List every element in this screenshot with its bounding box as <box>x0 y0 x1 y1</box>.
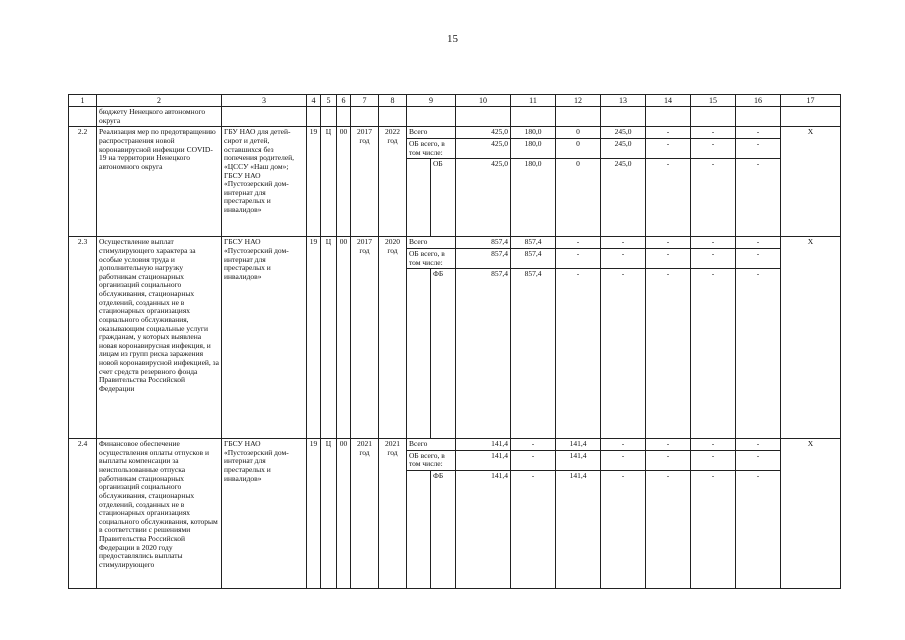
header-cell: 12 <box>556 95 601 107</box>
carry-cell <box>511 107 556 127</box>
header-cell: 14 <box>646 95 691 107</box>
source-indent <box>407 159 431 237</box>
code-cell: Ц <box>321 237 337 439</box>
executor-name: ГБУ НАО для детей-сирот и детей, оставшихся без попечения родителей, «ЦССУ «Наш дом»; ГБСУ НАО «Пустозерский дом-интернат для престарелых и инвалидов» <box>222 127 307 237</box>
value-cell: - <box>601 439 646 451</box>
header-cell: 11 <box>511 95 556 107</box>
header-cell: 3 <box>222 95 307 107</box>
value-cell: - <box>691 450 736 470</box>
carry-cell <box>456 107 511 127</box>
value-cell: - <box>736 159 781 237</box>
value-cell: - <box>556 248 601 268</box>
carry-cell <box>337 107 351 127</box>
row-number: 2.4 <box>69 439 97 589</box>
value-cell: 141,4 <box>456 450 511 470</box>
value-cell: 141,4 <box>456 471 511 589</box>
source-sub: ФБ <box>431 269 456 439</box>
value-cell: - <box>511 471 556 589</box>
value-cell: - <box>691 471 736 589</box>
value-cell: - <box>601 248 646 268</box>
value-cell: - <box>601 237 646 249</box>
value-cell: - <box>646 439 691 451</box>
source-label: Всего <box>407 439 456 451</box>
start-year: 2017 год <box>351 237 379 439</box>
measure-name: Осуществление выплат стимулирующего характера за особые условия труда и дополнительную нагрузку работникам стационарных организаций социального обслуживания, стационарных отделений, созданных не в стационарных организациях социального обслуживания, оказывающим социальные услуги гражданам, у которых выявлена новая коронавирусная инфекция, и лицам из групп риска заражения новой коронавирусной инфекцией, за счет средств резервного фонда Правительства Российской Федерации <box>97 237 222 439</box>
code-cell: 19 <box>307 127 321 237</box>
value-cell: - <box>646 450 691 470</box>
value-cell: - <box>736 471 781 589</box>
value-cell: - <box>646 269 691 439</box>
header-cell: 4 <box>307 95 321 107</box>
value-cell: 141,4 <box>556 439 601 451</box>
code-cell: Ц <box>321 439 337 589</box>
value-cell: - <box>736 237 781 249</box>
value-cell: 180,0 <box>511 139 556 159</box>
code-cell: 00 <box>337 127 351 237</box>
value-cell: 425,0 <box>456 159 511 237</box>
header-cell: 8 <box>379 95 407 107</box>
carry-text: бюджету Ненецкого автономного округа <box>97 107 222 127</box>
carry-cell <box>781 107 841 127</box>
header-cell: 17 <box>781 95 841 107</box>
end-year: 2020 год <box>379 237 407 439</box>
value-cell: - <box>556 237 601 249</box>
carry-cell <box>307 107 321 127</box>
value-cell: 0 <box>556 159 601 237</box>
code-cell: 19 <box>307 237 321 439</box>
executor-name: ГБСУ НАО «Пустозерский дом-интернат для престарелых и инвалидов» <box>222 439 307 589</box>
code-cell: Ц <box>321 127 337 237</box>
source-sub: ФБ <box>431 471 456 589</box>
header-cell: 1 <box>69 95 97 107</box>
carry-cell <box>351 107 379 127</box>
value-cell: 180,0 <box>511 127 556 139</box>
source-sub: ОБ <box>431 159 456 237</box>
value-cell: - <box>736 450 781 470</box>
header-cell: 16 <box>736 95 781 107</box>
source-label: Всего <box>407 237 456 249</box>
value-cell: - <box>736 248 781 268</box>
header-cell: 15 <box>691 95 736 107</box>
value-cell: 245,0 <box>601 139 646 159</box>
value-cell: - <box>601 450 646 470</box>
carry-cell <box>691 107 736 127</box>
row-number: 2.3 <box>69 237 97 439</box>
program-table <box>68 94 841 589</box>
value-cell: 857,4 <box>456 237 511 249</box>
value-cell: 141,4 <box>556 450 601 470</box>
value-cell: - <box>691 237 736 249</box>
measure-name: Реализация мер по предотвращению распространения новой коронавирусной инфекции COVID-19 на территории Ненецкого автономного округа <box>97 127 222 237</box>
value-cell: - <box>556 269 601 439</box>
value-cell: 857,4 <box>456 248 511 268</box>
value-cell: - <box>736 127 781 139</box>
start-year: 2017 год <box>351 127 379 237</box>
executor-name: ГБСУ НАО «Пустозерский дом-интернат для престарелых и инвалидов» <box>222 237 307 439</box>
table-row <box>69 439 841 451</box>
source-label: ОБ всего, в том числе: <box>407 248 456 268</box>
result-mark: Х <box>781 237 841 439</box>
value-cell: - <box>646 248 691 268</box>
value-cell: 857,4 <box>456 269 511 439</box>
carry-cell <box>69 107 97 127</box>
value-cell: 857,4 <box>511 248 556 268</box>
header-cell: 9 <box>407 95 456 107</box>
end-year: 2021 год <box>379 439 407 589</box>
table-row <box>69 237 841 249</box>
carry-cell <box>556 107 601 127</box>
value-cell: 425,0 <box>456 139 511 159</box>
carry-cell <box>601 107 646 127</box>
header-cell: 6 <box>337 95 351 107</box>
result-mark: Х <box>781 439 841 589</box>
code-cell: 19 <box>307 439 321 589</box>
value-cell: - <box>736 439 781 451</box>
value-cell: 425,0 <box>456 127 511 139</box>
value-cell: - <box>691 127 736 139</box>
carry-cell <box>321 107 337 127</box>
value-cell: 180,0 <box>511 159 556 237</box>
source-label: ОБ всего, в том числе: <box>407 450 456 470</box>
value-cell: - <box>511 450 556 470</box>
page-number: 15 <box>447 33 458 45</box>
value-cell: - <box>691 439 736 451</box>
value-cell: - <box>646 159 691 237</box>
value-cell: - <box>691 139 736 159</box>
value-cell: 141,4 <box>456 439 511 451</box>
value-cell: 857,4 <box>511 237 556 249</box>
header-cell: 2 <box>97 95 222 107</box>
value-cell: 857,4 <box>511 269 556 439</box>
value-cell: 245,0 <box>601 159 646 237</box>
row-number: 2.2 <box>69 127 97 237</box>
value-cell: - <box>646 127 691 139</box>
value-cell: 141,4 <box>556 471 601 589</box>
start-year: 2021 год <box>351 439 379 589</box>
value-cell: - <box>601 269 646 439</box>
carry-cell <box>222 107 307 127</box>
value-cell: - <box>646 471 691 589</box>
value-cell: - <box>691 159 736 237</box>
value-cell: 245,0 <box>601 127 646 139</box>
source-indent <box>407 471 431 589</box>
header-cell: 7 <box>351 95 379 107</box>
value-cell: - <box>511 439 556 451</box>
measure-name: Финансовое обеспечение осуществления оплаты отпусков и выплаты компенсации за неиспользованные отпуска работникам стационарных организаций социального обслуживания, стационарных отделений, созданных не в стационарных организациях социального обслуживания, которым в соответствии с решениями Правительства Российской Федерации в 2020 году предоставлялись выплаты стимулирующего <box>97 439 222 589</box>
carry-cell <box>736 107 781 127</box>
value-cell: - <box>736 139 781 159</box>
code-cell: 00 <box>337 237 351 439</box>
source-label: Всего <box>407 127 456 139</box>
header-cell: 10 <box>456 95 511 107</box>
value-cell: - <box>646 237 691 249</box>
value-cell: 0 <box>556 127 601 139</box>
source-indent <box>407 269 431 439</box>
header-row <box>69 95 841 107</box>
value-cell: - <box>601 471 646 589</box>
header-cell: 5 <box>321 95 337 107</box>
result-mark: Х <box>781 127 841 237</box>
code-cell: 00 <box>337 439 351 589</box>
value-cell: - <box>646 139 691 159</box>
value-cell: - <box>691 269 736 439</box>
carry-row <box>69 107 841 127</box>
value-cell: - <box>736 269 781 439</box>
carry-cell <box>646 107 691 127</box>
end-year: 2022 год <box>379 127 407 237</box>
value-cell: 0 <box>556 139 601 159</box>
source-label: ОБ всего, в том числе: <box>407 139 456 159</box>
table-row <box>69 127 841 139</box>
carry-cell <box>379 107 407 127</box>
carry-cell <box>407 107 456 127</box>
header-cell: 13 <box>601 95 646 107</box>
value-cell: - <box>691 248 736 268</box>
